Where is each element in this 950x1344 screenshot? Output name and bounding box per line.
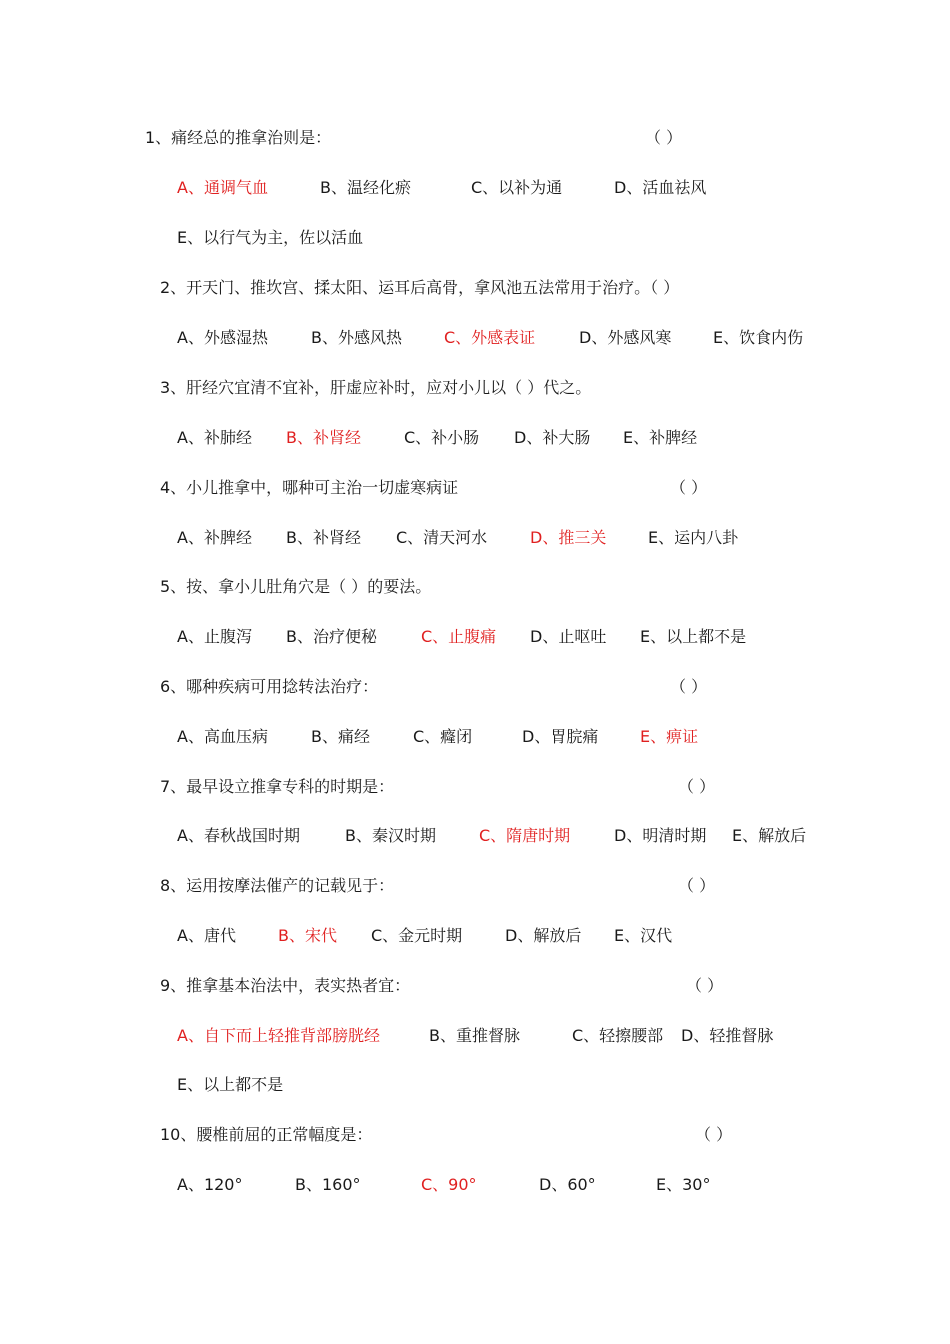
question-8-option-d: D、解放后 xyxy=(505,926,582,945)
question-1-option-c: C、以补为通 xyxy=(471,178,563,197)
question-10-option-e: E、30° xyxy=(656,1175,711,1194)
question-8-answer-blank: （ ） xyxy=(678,876,716,895)
question-8-option-e: E、汉代 xyxy=(614,926,673,945)
question-2-option-c: C、外感表证 xyxy=(444,328,536,347)
question-7-option-c: C、隋唐时期 xyxy=(479,826,571,845)
question-4-option-a: A、补脾经 xyxy=(177,528,252,547)
question-10-option-b: B、160° xyxy=(295,1175,361,1194)
question-1-option-e: E、以行气为主，佐以活血 xyxy=(177,228,364,247)
question-3-stem: 3、肝经穴宜清不宜补，肝虚应补时，应对小儿以（ ）代之。 xyxy=(160,378,592,397)
question-1-option-b: B、温经化瘀 xyxy=(320,178,411,197)
question-10-option-c: C、90° xyxy=(421,1175,477,1194)
question-2-option-e: E、饮食内伤 xyxy=(713,328,804,347)
question-10-stem: 10、腰椎前屈的正常幅度是： xyxy=(160,1125,373,1144)
question-5-option-e: E、以上都不是 xyxy=(640,627,747,646)
question-5-option-b: B、治疗便秘 xyxy=(286,627,377,646)
question-6-stem: 6、哪种疾病可用捻转法治疗： xyxy=(160,677,379,696)
question-10-option-a: A、120° xyxy=(177,1175,243,1194)
question-6-option-c: C、癃闭 xyxy=(413,727,473,746)
question-4-option-c: C、清天河水 xyxy=(396,528,488,547)
question-10-option-d: D、60° xyxy=(539,1175,596,1194)
question-4-option-e: E、运内八卦 xyxy=(648,528,739,547)
question-6-option-b: B、痛经 xyxy=(311,727,370,746)
question-6-option-a: A、高血压病 xyxy=(177,727,268,746)
question-3-option-c: C、补小肠 xyxy=(404,428,480,447)
question-1-stem: 1、痛经总的推拿治则是： xyxy=(145,128,332,147)
question-3-option-d: D、补大肠 xyxy=(514,428,591,447)
question-9-option-b: B、重推督脉 xyxy=(429,1026,520,1045)
question-4-options xyxy=(0,526,950,550)
question-9-answer-blank: （ ） xyxy=(686,976,724,995)
question-2-option-d: D、外感风寒 xyxy=(579,328,672,347)
question-5-option-d: D、止呕吐 xyxy=(530,627,607,646)
question-2-option-b: B、外感风热 xyxy=(311,328,402,347)
question-9-options-row2 xyxy=(0,1073,950,1097)
question-8-option-b: B、宋代 xyxy=(278,926,337,945)
question-3-option-b: B、补肾经 xyxy=(286,428,361,447)
question-2-options xyxy=(0,326,950,350)
question-10-options xyxy=(0,1173,950,1197)
question-9-option-a: A、自下而上轻推背部膀胱经 xyxy=(177,1026,380,1045)
question-4-option-b: B、补肾经 xyxy=(286,528,361,547)
question-8-stem: 8、运用按摩法催产的记载见于： xyxy=(160,876,395,895)
question-7-option-a: A、春秋战国时期 xyxy=(177,826,300,845)
question-1-option-d: D、活血祛风 xyxy=(614,178,707,197)
question-4-answer-blank: （ ） xyxy=(670,478,708,497)
question-9-option-d: D、轻推督脉 xyxy=(681,1026,774,1045)
question-2-option-a: A、外感湿热 xyxy=(177,328,268,347)
question-9-option-c: C、轻擦腰部 xyxy=(572,1026,664,1045)
question-9-stem: 9、推拿基本治法中，表实热者宜： xyxy=(160,976,411,995)
question-5-options xyxy=(0,625,950,649)
question-10-answer-blank: （ ） xyxy=(695,1125,733,1144)
question-3-option-a: A、补肺经 xyxy=(177,428,252,447)
question-6-options xyxy=(0,725,950,749)
question-1-options xyxy=(0,176,950,200)
question-6-option-e: E、痹证 xyxy=(640,727,699,746)
question-5-stem: 5、按、拿小儿肚角穴是（ ）的要法。 xyxy=(160,577,432,596)
question-8-options xyxy=(0,924,950,948)
question-6-option-d: D、胃脘痛 xyxy=(522,727,599,746)
question-4-stem: 4、小儿推拿中，哪种可主治一切虚寒病证 xyxy=(160,478,459,497)
question-7-stem: 7、最早设立推拿专科的时期是： xyxy=(160,777,395,796)
question-7-answer-blank: （ ） xyxy=(678,777,716,796)
question-7-option-e: E、解放后 xyxy=(732,826,807,845)
question-6-answer-blank: （ ） xyxy=(670,677,708,696)
question-3-option-e: E、补脾经 xyxy=(623,428,698,447)
question-1-answer-blank: （ ） xyxy=(645,128,683,147)
question-9-option-e: E、以上都不是 xyxy=(177,1075,284,1094)
question-8-option-c: C、金元时期 xyxy=(371,926,463,945)
question-5-option-c: C、止腹痛 xyxy=(421,627,497,646)
question-3-options xyxy=(0,426,950,450)
question-9-options xyxy=(0,1024,950,1048)
question-4-option-d: D、推三关 xyxy=(530,528,607,547)
question-1-options-row2 xyxy=(0,226,950,250)
question-7-options xyxy=(0,824,950,848)
question-2-stem: 2、开天门、推坎宫、揉太阳、运耳后高骨，拿风池五法常用于治疗。（ ） xyxy=(160,278,680,297)
question-7-option-b: B、秦汉时期 xyxy=(345,826,436,845)
question-7-option-d: D、明清时期 xyxy=(614,826,707,845)
question-8-option-a: A、唐代 xyxy=(177,926,236,945)
question-5-option-a: A、止腹泻 xyxy=(177,627,252,646)
question-1-option-a: A、通调气血 xyxy=(177,178,268,197)
